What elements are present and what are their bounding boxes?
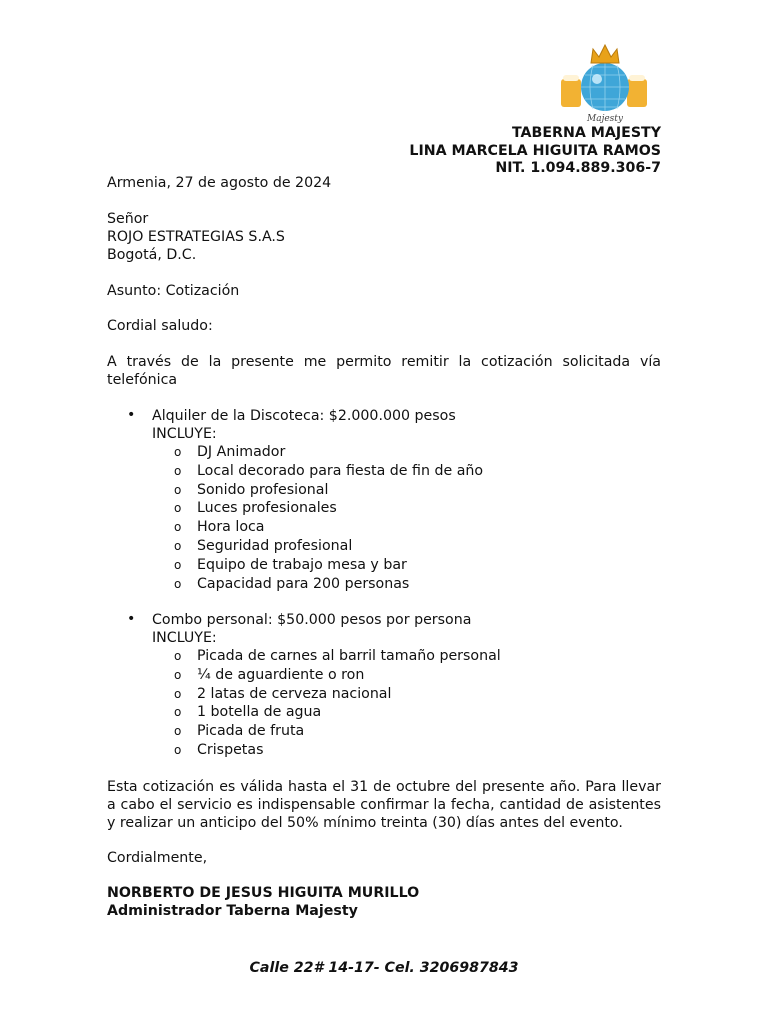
owner-name: LINA MARCELA HIGUITA RAMOS [409,142,661,159]
list-item: o Sonido profesional [174,481,329,498]
signature-title: Administrador Taberna Majesty [107,903,358,919]
item-includes-label: INCLUYE: [152,630,217,646]
business-name: TABERNA MAJESTY [511,125,661,141]
svg-text:Majesty: Majesty [586,114,624,124]
list-item: o 1 botella de agua [174,704,322,721]
letter-closing: Cordialmente, [107,850,208,866]
validity-paragraph: Esta cotización es válida hasta el 31 de octubre del presente año. Para llevar a cabo el servicio es indispensable confirmar la fecha, cantidad de asistentes y realizar un anticipo del 50% mínimo treinta (30) días antes del evento. [107,779,661,831]
circle-bullet-icon: o [174,482,182,497]
circle-bullet-icon: o [174,705,182,720]
letter-subject: Asunto: Cotización [107,283,240,299]
bullet-icon: • [127,611,136,627]
list-item: o Local decorado para fiesta de fin de año [174,462,484,479]
circle-bullet-icon: o [174,501,182,516]
list-item: o Crispetas [174,741,264,758]
signature-name: NORBERTO DE JESUS HIGUITA MURILLO [107,885,420,901]
recipient-city: Bogotá, D.C. [107,247,197,263]
letterhead [409,125,661,178]
item-includes-list [172,647,572,760]
circle-bullet-icon: o [174,742,182,757]
item-includes-label: INCLUYE: [152,426,217,442]
circle-bullet-icon: o [174,520,182,535]
circle-bullet-icon: o [174,557,182,572]
circle-bullet-icon: o [174,649,182,663]
circle-bullet-icon: o [174,724,182,739]
majesty-logo-graphic [555,43,655,125]
item-includes-list [172,443,572,593]
intro-paragraph: A través de la presente me permito remitir la cotización solicitada vía telefónica [107,354,661,388]
list-item: o Picada de carnes al barril tamaño personal [174,648,501,664]
item-title: Alquiler de la Discoteca: $2.000.000 pesos [152,408,456,424]
circle-bullet-icon: o [174,667,182,682]
list-item: o ¼ de aguardiente o ron [174,666,365,683]
list-item: o DJ Animador [174,444,286,460]
circle-bullet-icon: o [174,463,182,478]
left-beer-icon [561,79,581,107]
circle-bullet-icon: o [174,538,182,553]
list-item: o 2 latas de cerveza nacional [174,685,392,702]
letter-greeting: Cordial saludo: [107,318,213,334]
circle-bullet-icon: o [174,445,182,459]
crown-icon [591,45,619,63]
list-item: o Picada de fruta [174,723,305,740]
right-beer-icon [627,79,647,107]
letter-date: Armenia, 27 de agosto de 2024 [107,175,332,191]
list-item: o Luces profesionales [174,500,337,517]
recipient-salutation: Señor [107,211,149,227]
circle-bullet-icon: o [174,576,182,591]
list-item: o Hora loca [174,519,265,536]
nit-number: NIT. 1.094.889.306-7 [495,160,661,176]
item-title: Combo personal: $50.000 pesos por persona [152,612,472,628]
recipient-company: ROJO ESTRATEGIAS S.A.S [107,229,285,245]
list-item: o Equipo de trabajo mesa y bar [174,556,407,573]
circle-bullet-icon: o [174,686,182,701]
list-item: o Capacidad para 200 personas [174,575,410,592]
bullet-icon: • [127,407,136,423]
footer-address: Calle 22# 14-17- Cel. 3206987843 [249,960,519,976]
list-item: o Seguridad profesional [174,537,353,554]
logo [555,43,655,125]
